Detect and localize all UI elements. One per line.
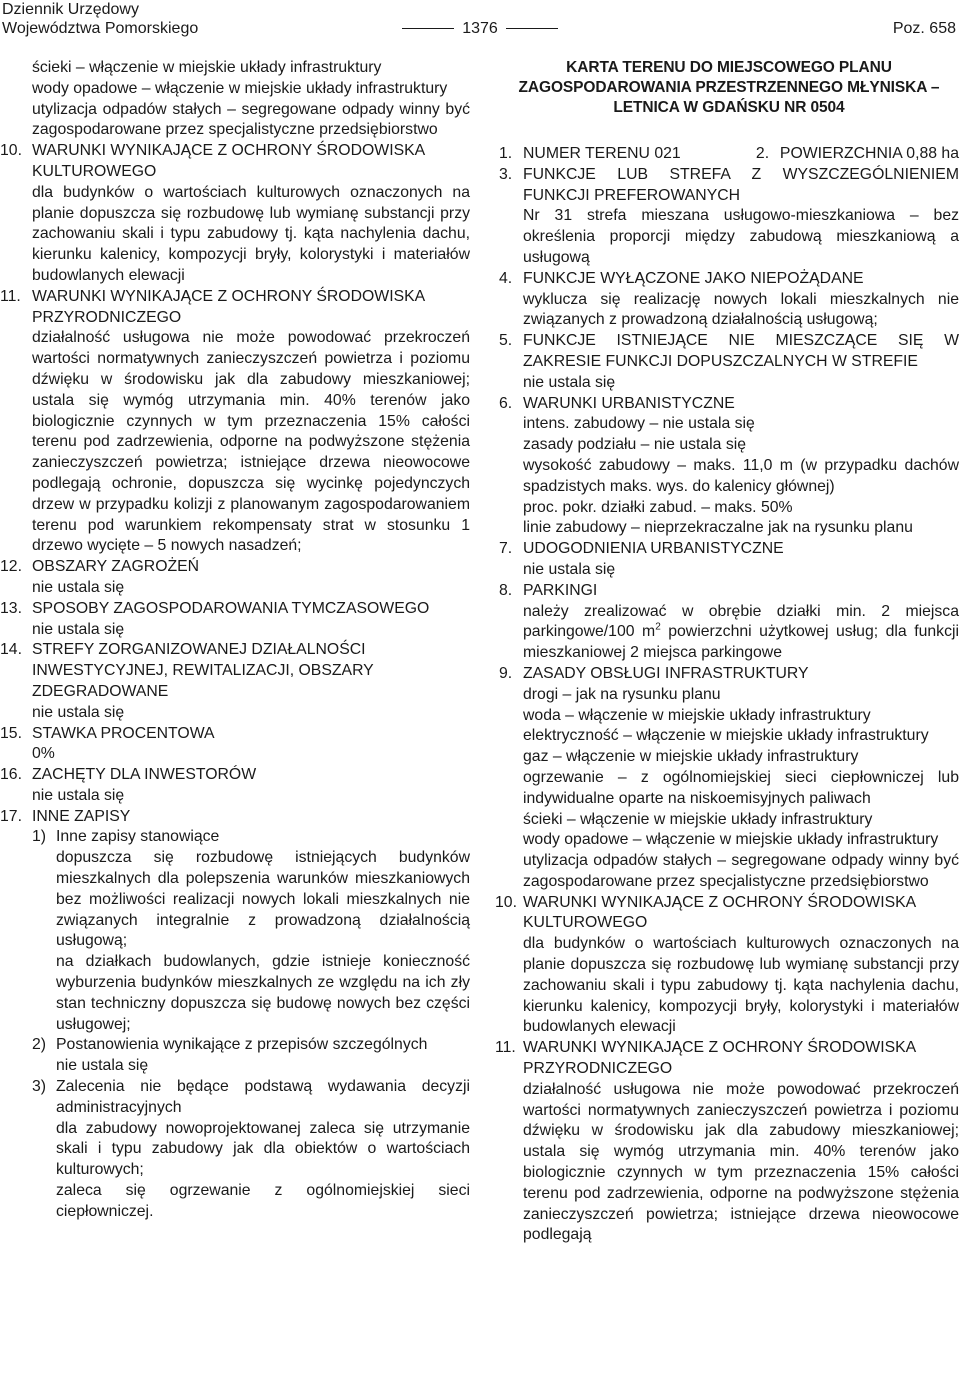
section-text: nie ustala się: [523, 373, 616, 391]
section-text: dla budynków o wartościach kulturowych oznaczonych na planie dopuszcza się rozbudowę lub wymianę substancji przy zachowaniu skali i typu zabudowy tj. kąta nachylenia dachu, kierunku kalenicy, kompozycji bryły, kolorystyki i materiałów budowlanych elewacji: [523, 935, 959, 1036]
section-title: FUNKCJE WYŁĄCZONE JAKO NIEPOŻĄDANE: [523, 269, 864, 287]
section-text: [523, 602, 959, 664]
section-17: [0, 807, 470, 1223]
section-line: wysokość zabudowy – maks. 11,0 m (w przypadku dachów spadzistych maks. wys. do kalenicy głównej): [523, 456, 959, 495]
document-title: KARTA TERENU DO MIEJSCOWEGO PLANU ZAGOSPODAROWANIA PRZESTRZENNEGO MŁYNISKA – LETNICA W GDAŃSKU NR 0504: [518, 59, 940, 116]
subsection-2: [32, 1035, 470, 1077]
section-number: 2.: [755, 145, 770, 162]
section-text: nie ustala się: [32, 703, 125, 721]
section-text: POWIERZCHNIA 0,88 ha: [779, 145, 959, 162]
section-title: PARKINGI: [523, 581, 598, 599]
section-number: 6.: [499, 394, 513, 412]
dash-right: [506, 28, 558, 29]
section-7: [499, 539, 959, 581]
subsection-1: [32, 827, 470, 1035]
superscript: 2: [655, 622, 661, 634]
section-text: nie ustala się: [32, 786, 125, 804]
infra-line: ścieki – włączenie w miejskie układy infrastruktury: [523, 810, 873, 828]
section-title: ZACHĘTY DLA INWESTORÓW: [32, 766, 257, 784]
section-number: 11.: [0, 287, 21, 305]
section-title: SPOSOBY ZAGOSPODAROWANIA TYMCZASOWEGO: [32, 599, 430, 617]
subsection-title: Inne zapisy stanowiące: [56, 828, 220, 846]
section-4: [499, 269, 959, 331]
section-line: linie zabudowy – nieprzekraczalne jak na rysunku planu: [523, 519, 913, 537]
publisher-line-1: Dziennik Urzędowy: [2, 1, 139, 18]
section-number: 4.: [499, 269, 513, 287]
infra-line: gaz – włączenie w miejskie układy infrastruktury: [523, 748, 859, 766]
infra-line: utylizacja odpadów stałych – segregowane odpady winny być zagospodarowane przez specjalistyczne przedsiębiorstwo: [523, 852, 959, 890]
section-12: [0, 557, 470, 599]
position-label: Poz. 658: [892, 20, 956, 37]
infra-line: wody opadowe – włączenie w miejskie układy infrastruktury: [523, 831, 939, 849]
subsection-number: 3): [32, 1078, 47, 1096]
subsection-title: Postanowienia wynikające z przepisów szczególnych: [56, 1036, 428, 1054]
section-10: [495, 893, 959, 1039]
section-11: [495, 1038, 959, 1246]
section-3: [499, 165, 959, 269]
sections-1-2: [499, 144, 959, 165]
section-title: UDOGODNIENIA URBANISTYCZNE: [523, 540, 784, 558]
section-text: nie ustala się: [523, 560, 616, 578]
infra-line: elektryczność – włączenie w miejskie układy infrastruktury: [523, 727, 929, 745]
dash-left: [402, 28, 454, 29]
section-1: [499, 144, 681, 165]
left-column: [0, 58, 470, 1223]
section-number: 17.: [0, 807, 22, 825]
section-text: NUMER TERENU 021: [523, 145, 681, 162]
section-number: 7.: [499, 540, 513, 558]
subsection-number: 1): [32, 828, 47, 846]
section-title: WARUNKI WYNIKAJĄCE Z OCHRONY ŚRODOWISKA KULTUROWEGO: [523, 893, 916, 932]
section-number: 5.: [499, 332, 513, 350]
section-title: WARUNKI WYNIKAJĄCE Z OCHRONY ŚRODOWISKA KULTUROWEGO: [32, 142, 425, 180]
section-text: Nr 31 strefa mieszana usługowo-mieszkaniowa – bez określenia proporcji między zabudową mieszkaniową a usługową: [523, 207, 959, 266]
section-number: 15.: [0, 724, 22, 742]
section-9: [499, 664, 959, 893]
section-10: [0, 141, 470, 287]
section-title: OBSZARY ZAGROŻEŃ: [32, 558, 200, 576]
section-text: nie ustala się: [32, 620, 125, 638]
section-8: [499, 581, 959, 664]
section-number: 10.: [0, 142, 22, 160]
section-13: [0, 599, 470, 641]
section-11: [0, 287, 470, 557]
continued-line: utylizacja odpadów stałych – segregowane odpady winny być zagospodarowane przez specjalistyczne przedsiębiorstwo: [32, 100, 470, 139]
parking-text-a: należy zrealizować w obrębie działki min. 2 miejsca parkingowe/100 m: [523, 602, 959, 641]
continued-line: wody opadowe – włączenie w miejskie układy infrastruktury: [32, 79, 448, 97]
section-line: zasady podziału – nie ustala się: [523, 436, 747, 454]
section-title: STREFY ZORGANIZOWANEJ DZIAŁALNOŚCI INWESTYCYJNEJ, REWITALIZACJI, OBSZARY ZDEGRADOWANE: [32, 641, 374, 700]
section-title: ZASADY OBSŁUGI INFRASTRUKTURY: [523, 664, 809, 682]
section-number: 3.: [499, 165, 513, 183]
page-number-text: 1376: [462, 20, 498, 37]
section-14: [0, 640, 470, 723]
section-text: działalność usługowa nie może powodować przekroczeń wartości normatywnych zanieczyszczeń powietrza i poziomu dźwięku w środowisku jak dla zabudowy mieszkaniowej; ustala się wymóg utrzymania min. 40% terenów jako biologicznie czynnych w tym przeznaczenia 15% całości terenu pod zadrzewienia, odporne na podwyższone stężenia zanieczyszczeń powietrza; istniejące drzewa nieowocowe podlegają ochronie, dopuszcza się wycinkę pojedynczych drzew w przypadku kolizji z planowanym zagospodarowaniem terenu pod warunkiem rekompensaty strat w stosunku 1 drzewo wycięte – 5 nowych nasadzeń;: [32, 329, 470, 555]
section-15: [0, 724, 470, 766]
section-number: 16.: [0, 766, 22, 784]
subsection-text: dopuszcza się rozbudowę istniejących budynków mieszkalnych dla polepszenia warunków mieszkaniowych bez możliwości realizacji nowych lokali mieszkalnych nie związanych integralnie z prowadzoną działalnością usługową;: [56, 849, 470, 950]
section-text: wyklucza się realizację nowych lokali mieszkalnych nie związanych z prowadzoną działalnością usługową;: [523, 290, 959, 329]
section-2: [756, 144, 959, 165]
infra-line: drogi – jak na rysunku planu: [523, 685, 721, 703]
subsection-3: [32, 1077, 470, 1223]
subsection-number: 2): [32, 1036, 47, 1054]
section-number: 8.: [499, 581, 513, 599]
section-title: FUNKCJE ISTNIEJĄCE NIE MIESZCZĄCE SIĘ W ZAKRESIE FUNKCJI DOPUSZCZALNYCH W STREFIE: [523, 332, 959, 370]
section-5: [499, 331, 959, 393]
infra-line: ogrzewanie – z ogólnomiejskiej sieci ciepłowniczej lub indywidualne oparte na niskoemisyjnych paliwach: [523, 768, 959, 807]
continued-line: ścieki – włączenie w miejskie układy infrastruktury: [32, 59, 382, 76]
section-title: WARUNKI WYNIKAJĄCE Z OCHRONY ŚRODOWISKA PRZYRODNICZEGO: [523, 1039, 916, 1078]
section-title: WARUNKI URBANISTYCZNE: [523, 394, 735, 412]
publisher-line-2: Województwa Pomorskiego: [2, 20, 199, 37]
section-number: 9.: [499, 664, 513, 682]
section-number: 12.: [0, 558, 22, 576]
section-line: intens. zabudowy – nie ustala się: [523, 415, 755, 433]
section-text: działalność usługowa nie może powodować przekroczeń wartości normatywnych zanieczyszczeń powietrza i poziomu dźwięku w środowisku jak dla zabudowy mieszkaniowej; ustala się wymóg utrzymania min. 40% terenów jako biologicznie czynnych w tym przeznaczenia 15% całości terenu pod zadrzewienia, odporne na podwyższone stężenia zanieczyszczeń powietrza; istniejące drzewa nieowocowe podlegają: [523, 1080, 959, 1244]
section-6: [499, 394, 959, 540]
page-number: [2, 19, 958, 38]
section-number: 10.: [495, 893, 517, 911]
subsection-text: zaleca się ogrzewanie z ogólnomiejskiej sieci ciepłowniczej.: [56, 1182, 470, 1220]
section-text: nie ustala się: [32, 578, 125, 596]
infra-line: woda – włączenie w miejskie układy infrastruktury: [523, 706, 871, 724]
section-number: 11.: [495, 1039, 516, 1057]
page-header: [2, 0, 958, 40]
section-16: [0, 765, 470, 807]
subsection-text: nie ustala się: [56, 1057, 149, 1075]
section-title: FUNKCJE LUB STREFA Z WYSZCZEGÓLNIENIEM FUNKCJI PREFEROWANYCH: [523, 165, 959, 204]
subsection-text: dla zabudowy nowoprojektowanej zaleca się utrzymanie skali i typu zabudowy jak dla obiektów o wartościach kulturowych;: [56, 1119, 470, 1179]
section-title: WARUNKI WYNIKAJĄCE Z OCHRONY ŚRODOWISKA PRZYRODNICZEGO: [32, 287, 425, 326]
subsection-title: Zalecenia nie będące podstawą wydawania decyzji administracyjnych: [56, 1078, 470, 1116]
section-number: 13.: [0, 599, 22, 617]
parking-text-b: powierzchni użytkowej usług; dla funkcji mieszkaniowej 2 miejsca parkingowe: [523, 623, 959, 662]
section-number: 1.: [499, 145, 513, 162]
section-title: INNE ZAPISY: [32, 807, 131, 825]
section-text: dla budynków o wartościach kulturowych oznaczonych na planie dopuszcza się rozbudowę lub wymianę substancji przy zachowaniu skali i typu zabudowy tj. kąta nachylenia dachu, kierunku kalenicy, kompozycji bryły, kolorystyki i materiałów budowlanych elewacji: [32, 183, 470, 284]
section-number: 14.: [0, 641, 22, 659]
section-title: STAWKA PROCENTOWA: [32, 724, 215, 742]
section-line: proc. pokr. działki zabud. – maks. 50%: [523, 498, 793, 516]
section-text: 0%: [32, 745, 55, 763]
subsection-text: na działkach budowlanych, gdzie istnieje konieczność wyburzenia budynków mieszkalnych ze względu na ich zły stan techniczny dopuszcza się budowę nowych bez części usługowej;: [56, 953, 470, 1033]
right-column: [495, 58, 959, 1246]
